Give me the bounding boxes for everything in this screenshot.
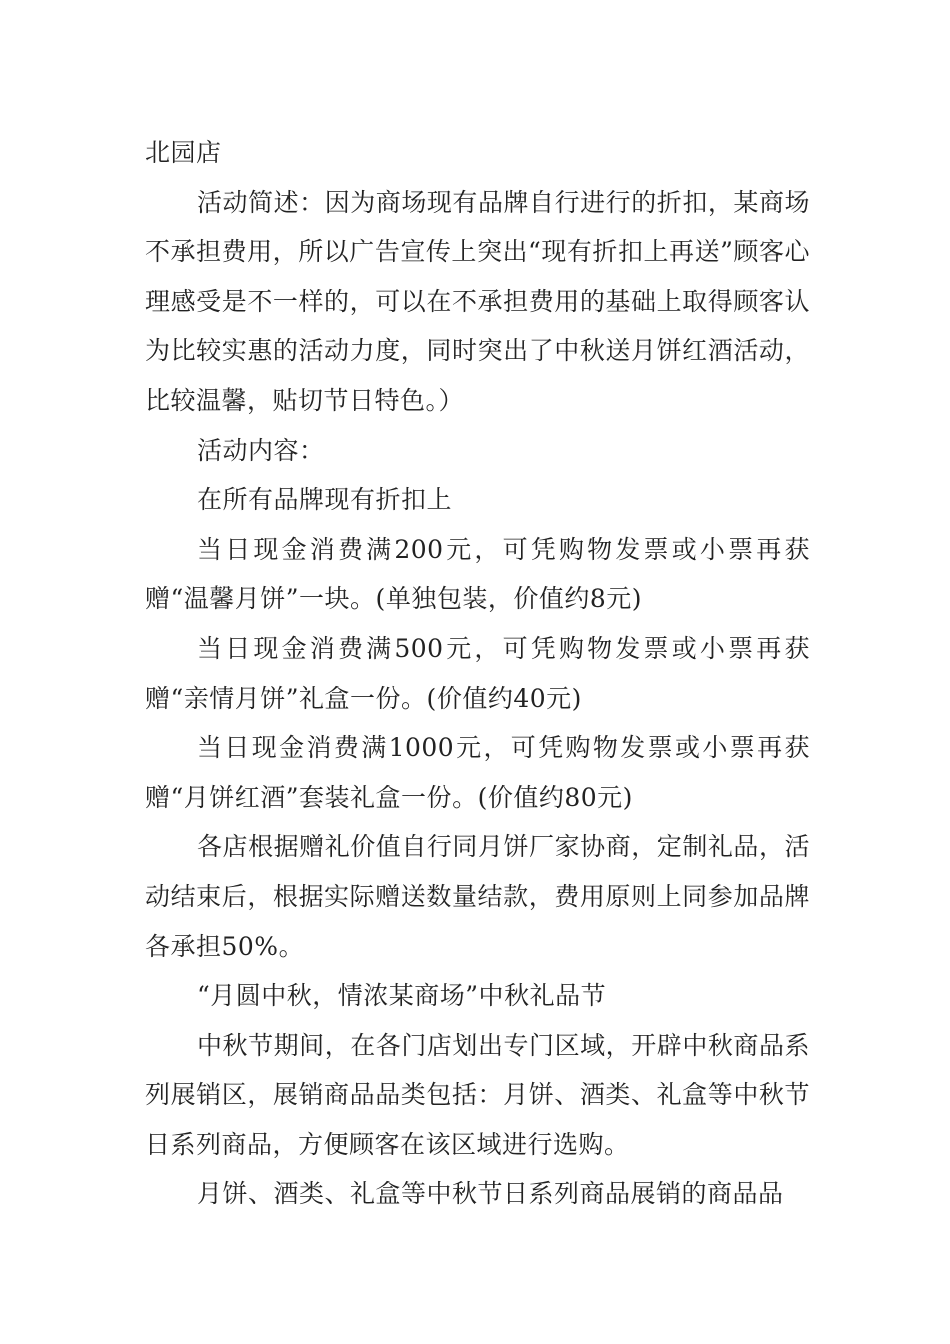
tier-1000-paragraph: 当日现金消费满1000元，可凭购物发票或小票再获赠“月饼红酒”套装礼盒一份。(价值约80元) <box>145 733 810 812</box>
tier-500-paragraph: 当日现金消费满500元，可凭购物发票或小票再获赠“亲情月饼”礼盒一份。(价值约40元) <box>145 633 810 713</box>
activity-summary-paragraph: 活动简述：因为商场现有品牌自行进行的折扣，某商场不承担费用，所以广告宣传上突出“现有折扣上再送”顾客心理感受是不一样的，可以在不承担费用的基础上取得顾客认为比较实惠的活动力度，同时突出了中秋送月饼红酒活动，比较温馨，贴切节日特色。） <box>145 187 810 415</box>
cost-sharing-paragraph: 各店根据赠礼价值自行同月饼厂家协商，定制礼品，活动结束后，根据实际赠送数量结款，费用原则上同参加品牌各承担50%。 <box>145 832 810 961</box>
exhibition-goods-paragraph: 月饼、酒类、礼盒等中秋节日系列商品展销的商品品 <box>197 1179 784 1209</box>
tier-200-paragraph: 当日现金消费满200元，可凭购物发票或小票再获赠“温馨月饼”一块。(单独包装，价值约8元) <box>145 534 810 614</box>
discount-intro-paragraph: 在所有品牌现有折扣上 <box>197 485 453 515</box>
gift-festival-title: “月圆中秋，情浓某商场”中秋礼品节 <box>197 981 607 1011</box>
document-body <box>145 128 810 1219</box>
store-name-paragraph: 北园店 <box>145 138 222 167</box>
exhibition-area-paragraph: 中秋节期间，在各门店划出专门区域，开辟中秋商品系列展销区，展销商品品类包括：月饼、酒类、礼盒等中秋节日系列商品，方便顾客在该区域进行选购。 <box>145 1030 810 1159</box>
activity-content-heading: 活动内容： <box>197 435 325 465</box>
